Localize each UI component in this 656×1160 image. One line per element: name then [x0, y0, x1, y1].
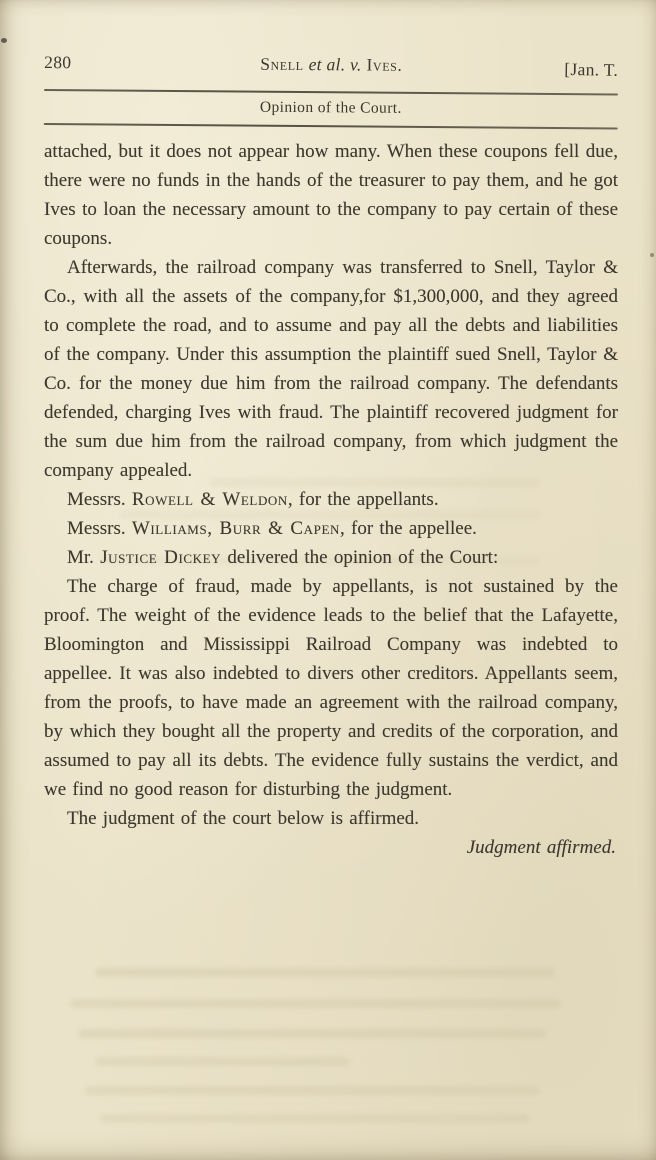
case-party-appellee: Ives: [366, 54, 398, 75]
counsel-prefix: Messrs.: [67, 518, 132, 539]
justice-attribution: [44, 543, 618, 572]
term-label: [Jan. T.: [564, 58, 619, 80]
justice-prefix: Mr.: [67, 547, 101, 568]
running-head: Opinion of the Court.: [259, 98, 402, 117]
page-header: [44, 50, 618, 79]
disposition-line: Judgment affirmed.: [466, 837, 616, 858]
paragraph-coupons: attached, but it does not appear how many. When these coupons fell due, there were no funds in the hands of the treasurer to pay them, and he got Ives to loan the necessary amount to the company to pay certain of these coupons.: [44, 141, 618, 249]
paragraph-transfer: Afterwards, the railroad company was transferred to Snell, Taylor & Co., with all the assets of the company,for $1,300,000, and they agreed to complete the road, and to assume and pay all the debts and liabilities of the company. Under this assumption the plaintiff sued Snell, Taylor & Co. for the money due him from the railroad company. The defendants defended, charging Ives with fraud. The plaintiff recovered judgment for the sum due him from the railroad company, from which judgment the company appealed.: [44, 257, 618, 481]
counsel-names: Rowell & Weldon: [131, 489, 288, 510]
justice-name: Justice Dickey: [100, 547, 222, 568]
bleedthrough-line: [70, 999, 560, 1008]
justice-suffix: delivered the opinion of the Court:: [221, 547, 499, 568]
opinion-body: [44, 137, 618, 862]
case-versus: et al. v.: [308, 54, 362, 75]
case-party-appellant: Snell: [260, 53, 304, 75]
case-title: [114, 51, 548, 78]
scan-speck: [1, 38, 7, 43]
bleedthrough-line: [78, 1029, 546, 1038]
counsel-suffix: , for the appellants.: [287, 489, 439, 510]
horizontal-rule-bottom: [44, 123, 618, 130]
paragraph-affirmance: The judgment of the court below is affirmed.: [67, 808, 420, 829]
counsel-names: Williams, Burr & Capen: [131, 518, 340, 539]
bleedthrough-line: [85, 1086, 540, 1095]
case-title-period: .: [397, 54, 403, 75]
bleedthrough-line: [95, 968, 555, 977]
header-block: [44, 50, 619, 130]
bleedthrough-line: [100, 1114, 530, 1123]
page-content: [0, 50, 656, 862]
counsel-appellants: [44, 485, 618, 514]
bleedthrough-line: [95, 1057, 350, 1066]
counsel-appellee: [44, 514, 618, 543]
counsel-prefix: Messrs.: [67, 489, 132, 510]
page-number: 280: [44, 52, 72, 73]
paragraph-opinion: The charge of fraud, made by appellants, is not sustained by the proof. The weight of the evidence leads to the belief that the Lafayette, Bloomington and Mississippi Railroad Company was indebted to appellee. It was also indebted to divers other creditors. Appellants seem, from the proofs, to have made an agreement with the railroad company, by which they bought all the property and credits of the corporation, and assumed to pay all its debts. The evidence fully sustains the verdict, and we find no good reason for disturbing the judgment.: [44, 576, 618, 800]
counsel-suffix: , for the appellee.: [340, 518, 477, 539]
